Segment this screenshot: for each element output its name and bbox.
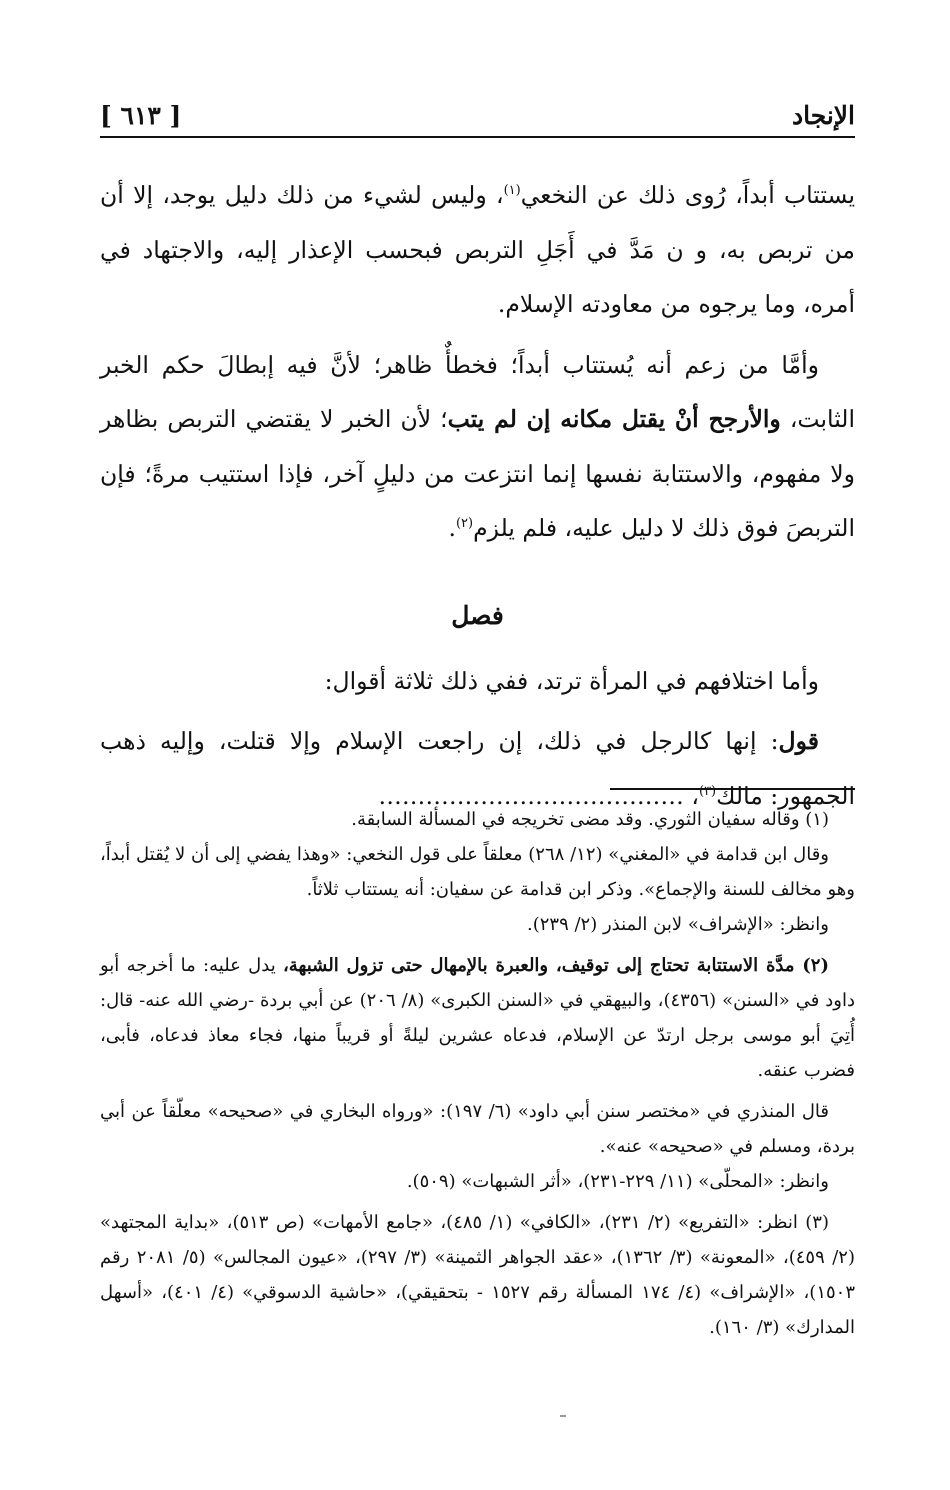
paragraph-2 [100,338,855,556]
paragraph-1 [100,168,855,332]
continuation-dots: ………………………………… [378,781,684,810]
para4-text-b: ، [683,781,699,810]
para4-text-a: : إنها كالرجل في ذلك، إن راجعت الإسلام وإلا قتلت، وإليه ذهب الجمهور: مالك [100,727,855,810]
footnote-separator [610,788,855,790]
footnotes [100,802,855,1345]
footnote-ref-3: (٣) [698,783,717,799]
footnote-1-line-2: وقال ابن قدامة في «المغني» (١٢/ ٢٦٨) معلقاً على قول النخعي: «وهذا يفضي إلى أن لا يُقتل أبداً، وهو مخالف للسنة والإجماع». وذكر ابن قدامة عن سفيان: أنه يستتاب ثلاثاً. [100,844,855,900]
para2-bold-ruling: والأرجح أنْ يقتل مكانه إن لم يتب [447,405,781,433]
para2-text-a: وأمَّا من زعم أنه يُستتاب أبداً؛ فخطأٌ ظاهر؛ لأنَّ فيه إبطالَ حكم الخبر الثابت، [100,350,855,433]
running-title: الإنجاد [791,101,855,130]
para3-text: وأما اختلافهم في المرأة ترتد، ففي ذلك ثلاثة أقوال: [324,666,819,695]
para4-bold-label: قول [778,727,819,755]
footnote-2-bold: (٢) مدَّة الاستتابة تحتاج إلى توقيف، والعبرة بالإمهال حتى تزول الشبهة، [282,955,829,976]
footnote-2-line-3: وانظر: «المحلّى» (١١/ ٢٢٩-٢٣١)، «أثر الشبهات» (٥٠٩). [406,1171,829,1192]
footnote-ref-1: (١) [503,183,521,199]
main-text [100,168,855,823]
footnote-2-text: يدل عليه: ما أخرجه أبو داود في «السنن» (٤٣٥٦)، والبيهقي في «السنن الكبرى» (٨/ ٢٠٦) عن أبي بردة -رضي الله عنه- قال: أُتِيَ أبو موسى برجل ارتدّ عن الإسلام، فدعاه عشرين ليلةً أو قريباً منها، فجاء معاذ فدعاه، فأبى، فضرب عنقه. [100,955,855,1081]
footnote-2-line-2: قال المنذري في «مختصر سنن أبي داود» (٦/ ١٩٧): «ورواه البخاري في «صحيحه» معلّقاً عن أبي بردة، ومسلم في «صحيحه» عنه». [100,1101,855,1157]
para2-text-b: ؛ لأن الخبر لا يقتضي التربص بظاهر ولا مفهوم، والاستتابة نفسها إنما انتزعت من دليلٍ آخر، فإذا استتيب مرةً؛ فإن التربصَ فوق ذلك لا دليل عليه، فلم يلزم [100,405,855,542]
section-title: فصل [451,600,504,630]
footnote-2-line-1 [100,948,855,1088]
page-header [100,88,855,138]
para1-text-b: ، وليس لشيء من ذلك دليل يوجد، إلا أن من تربص به، و ن مَدَّ في أَجَلِ التربص فبحسب الإعذار إليه، والاجتهاد في أمره، وما يرجوه من معاودته الإسلام. [100,181,855,318]
footnote-1-line-1: (١) وقاله سفيان الثوري. وقد مضى تخريجه في المسألة السابقة. [351,809,829,830]
para2-end: . [448,514,456,542]
footnote-1-line-3: وانظر: «الإشراف» لابن المنذر (٢/ ٢٣٩). [526,914,829,935]
page-number: [ ٦١٣ ] [100,101,182,130]
print-mark [560,1415,566,1417]
paragraph-3 [100,654,855,709]
para1-text-a: يستتاب أبداً، رُوى ذلك عن النخعي [520,181,855,209]
footnote-ref-2: (٢) [455,516,474,532]
footnote-3: (٣) انظر: «التفريع» (٢/ ٢٣١)، «الكافي» (١/ ٤٨٥)، «جامع الأمهات» (ص ٥١٣)، «بداية المجتهد» (٢/ ٤٥٩)، «المعونة» (٣/ ١٣٦٢)، «عقد الجواهر الثمينة» (٣/ ٢٩٧)، «عيون المجالس» (٥/ ٢٠٨١ رقم ١٥٠٣)، «الإشراف» (٤/ ١٧٤ المسألة رقم ١٥٢٧ - بتحقيقي)، «حاشية الدسوقي» (٤/ ٤٠١)، «أسهل المدارك» (٣/ ١٦٠). [100,1212,856,1338]
